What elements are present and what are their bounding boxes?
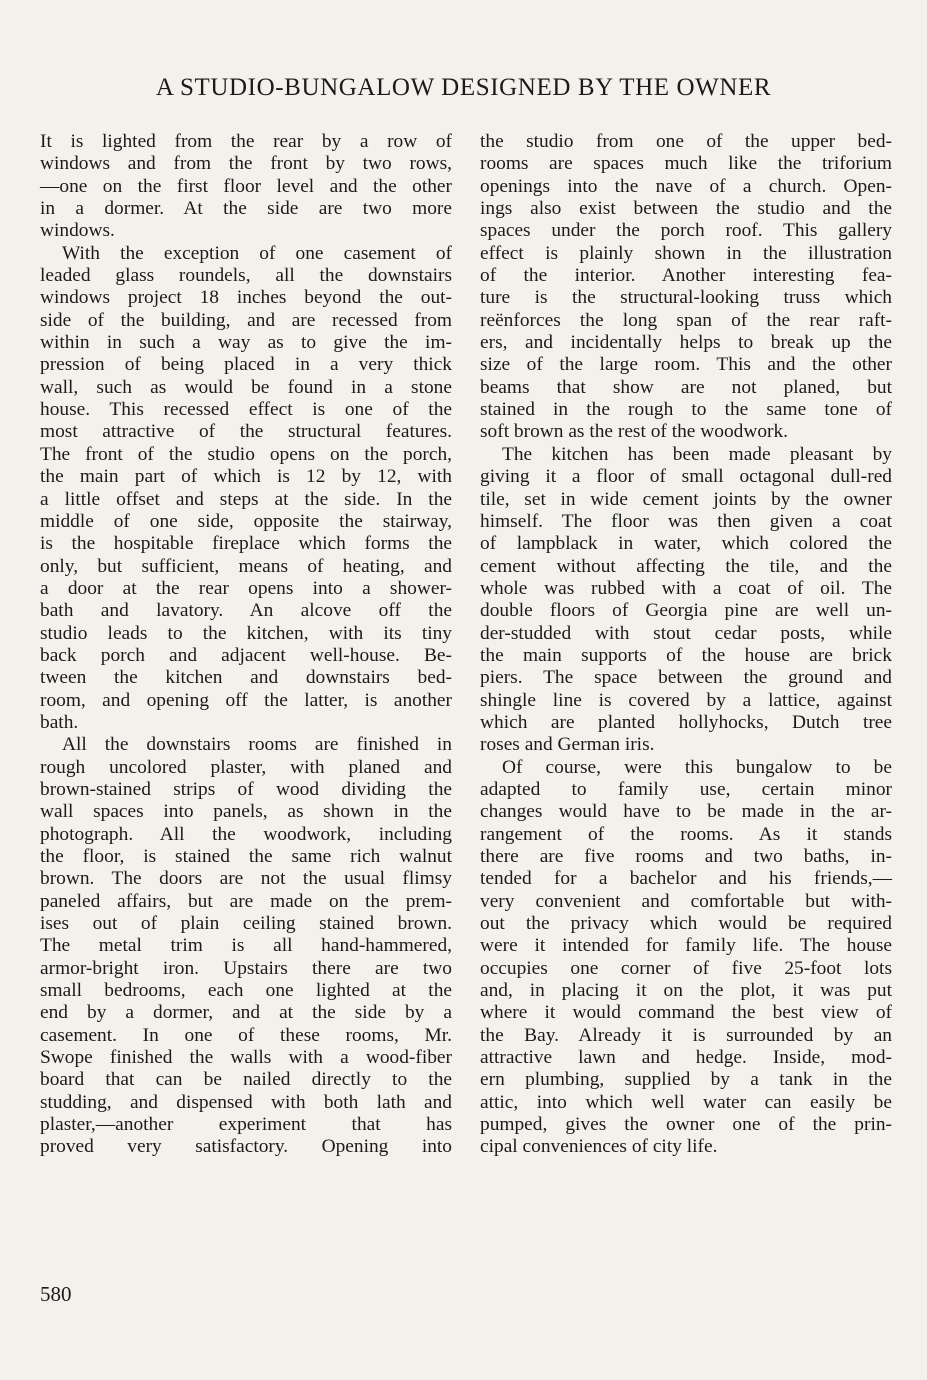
text-line: soft brown as the rest of the woodwork.: [480, 421, 789, 443]
text-line: studding, and dispensed with both lath and: [40, 1091, 452, 1113]
text-line: The kitchen has been made pleasant by: [502, 443, 892, 465]
text-line: windows and from the front by two rows,: [40, 153, 452, 175]
text-line: the Bay. Already it is surrounded by an: [480, 1024, 892, 1046]
text-line: It is lighted from the rear by a row of: [40, 131, 452, 152]
text-line: middle of one side, opposite the stairway,: [40, 510, 452, 532]
text-line: Swope finished the walls with a wood-fiber: [40, 1047, 452, 1069]
text-line: small bedrooms, each one lighted at the: [40, 980, 452, 1002]
text-line: out the privacy which would be required: [480, 913, 892, 935]
text-line: bath and lavatory. An alcove off the: [40, 600, 452, 622]
text-line: The front of the studio opens on the porch,: [40, 443, 452, 465]
text-line: attractive lawn and hedge. Inside, mod-: [480, 1047, 892, 1069]
text-line: All the downstairs rooms are finished in: [62, 734, 452, 756]
text-line: proved very satisfactory. Opening into: [40, 1136, 452, 1158]
text-line: —one on the first floor level and the other: [40, 175, 452, 197]
text-line: the floor, is stained the same rich walnut: [40, 846, 452, 867]
text-line: beams that show are not planed, but: [480, 376, 892, 398]
text-line: house. This recessed effect is one of the: [40, 399, 452, 421]
text-line: tended for a bachelor and his friends,—: [480, 868, 892, 890]
text-line: only, but sufficient, means of heating, and: [40, 555, 452, 577]
text-line: cipal conveniences of city life.: [480, 1136, 718, 1158]
text-line: were it intended for family life. The house: [480, 935, 892, 957]
text-line: changes would have to be made in the ar-: [480, 801, 892, 823]
text-line: very convenient and comfortable but with-: [480, 890, 892, 912]
text-line: rooms are spaces much like the triforium: [480, 153, 892, 175]
text-line: tile, set in wide cement joints by the owner: [480, 488, 892, 510]
text-line: rangement of the rooms. As it stands: [480, 823, 892, 845]
text-line: shingle line is covered by a lattice, against: [480, 689, 892, 711]
text-line: roses and German iris.: [480, 734, 655, 756]
text-line: piers. The space between the ground and: [480, 667, 892, 689]
text-line: armor-bright iron. Upstairs there are two: [40, 957, 452, 979]
text-line: brown-stained strips of wood dividing the: [40, 778, 452, 800]
text-line: size of the large room. This and the other: [480, 354, 892, 376]
text-line: effect is plainly shown in the illustration: [480, 242, 892, 264]
text-line: brown. The doors are not the usual flimsy: [40, 868, 452, 890]
text-line: is the hospitable fireplace which forms the: [40, 533, 452, 555]
text-line: occupies one corner of five 25-foot lots: [480, 957, 892, 979]
text-line: there are five rooms and two baths, in-: [480, 846, 892, 867]
text-line: in a dormer. At the side are two more: [40, 198, 452, 220]
text-line: which are planted hollyhocks, Dutch tree: [480, 711, 892, 733]
text-line: pression of being placed in a very thick: [40, 354, 452, 376]
text-line: windows.: [40, 220, 115, 242]
text-line: casement. In one of these rooms, Mr.: [40, 1024, 452, 1046]
text-line: openings into the nave of a church. Open-: [480, 175, 892, 197]
text-line: side of the building, and are recessed from: [40, 309, 452, 331]
page-title: A STUDIO-BUNGALOW DESIGNED BY THE OWNER: [155, 74, 772, 101]
text-line: attic, into which well water can easily be: [480, 1091, 892, 1113]
text-line: giving it a floor of small octagonal dull-red: [480, 466, 892, 488]
text-line: where it would command the best view of: [480, 1002, 892, 1024]
text-line: bath.: [40, 711, 79, 733]
text-line: plaster,—another experiment that has: [40, 1114, 452, 1136]
text-line: most attractive of the structural features.: [40, 421, 452, 443]
right-text-column: [480, 131, 892, 1159]
text-line: wall spaces into panels, as shown in the: [40, 801, 452, 823]
text-line: ers, and incidentally helps to break up the: [480, 332, 892, 354]
text-line: end by a dormer, and at the side by a: [40, 1002, 452, 1024]
text-line: tween the kitchen and downstairs bed-: [40, 667, 452, 689]
text-line: windows project 18 inches beyond the out-: [40, 287, 452, 309]
text-line: ings also exist between the studio and the: [480, 198, 892, 220]
text-line: leaded glass roundels, all the downstairs: [40, 265, 452, 287]
text-line: studio leads to the kitchen, with its tiny: [40, 622, 452, 644]
text-line: rough uncolored plaster, with planed and: [40, 756, 452, 778]
text-line: spaces under the porch roof. This gallery: [480, 220, 892, 242]
text-line: adapted to family use, certain minor: [480, 778, 892, 800]
text-line: whole was rubbed with a coat of oil. The: [480, 577, 892, 599]
text-line: wall, such as would be found in a stone: [40, 376, 452, 398]
page-number: 580: [40, 1282, 72, 1306]
text-line: a little offset and steps at the side. In the: [40, 488, 452, 510]
text-line: stained in the rough to the same tone of: [480, 399, 892, 421]
text-line: With the exception of one casement of: [62, 242, 452, 264]
text-line: The metal trim is all hand-hammered,: [40, 935, 452, 957]
text-line: ern plumbing, supplied by a tank in the: [480, 1069, 892, 1091]
text-line: a door at the rear opens into a shower-: [40, 577, 452, 599]
text-line: the main part of which is 12 by 12, with: [40, 466, 452, 488]
text-line: within in such a way as to give the im-: [40, 332, 452, 354]
text-line: of lampblack in water, which colored the: [480, 533, 892, 555]
text-line: ises out of plain ceiling stained brown.: [40, 913, 452, 935]
text-line: photograph. All the woodwork, including: [40, 823, 452, 845]
text-line: of the interior. Another interesting fea-: [480, 265, 892, 287]
text-line: reënforces the long span of the rear raft-: [480, 309, 892, 331]
text-line: der-studded with stout cedar posts, while: [480, 622, 892, 644]
text-line: paneled affairs, but are made on the prem-: [40, 890, 452, 912]
text-line: back porch and adjacent well-house. Be-: [40, 644, 452, 666]
text-line: double floors of Georgia pine are well un-: [480, 600, 892, 622]
text-line: pumped, gives the owner one of the prin-: [480, 1114, 892, 1136]
text-line: the main supports of the house are brick: [480, 644, 892, 666]
text-line: and, in placing it on the plot, it was put: [480, 980, 892, 1002]
text-line: board that can be nailed directly to the: [40, 1069, 452, 1091]
text-line: room, and opening off the latter, is another: [40, 689, 452, 711]
text-line: Of course, were this bungalow to be: [502, 756, 892, 778]
left-text-column: [40, 131, 452, 1159]
text-line: the studio from one of the upper bed-: [480, 131, 892, 152]
text-line: himself. The floor was then given a coat: [480, 510, 892, 532]
text-line: ture is the structural-looking truss which: [480, 287, 892, 309]
text-line: cement without affecting the tile, and the: [480, 555, 892, 577]
